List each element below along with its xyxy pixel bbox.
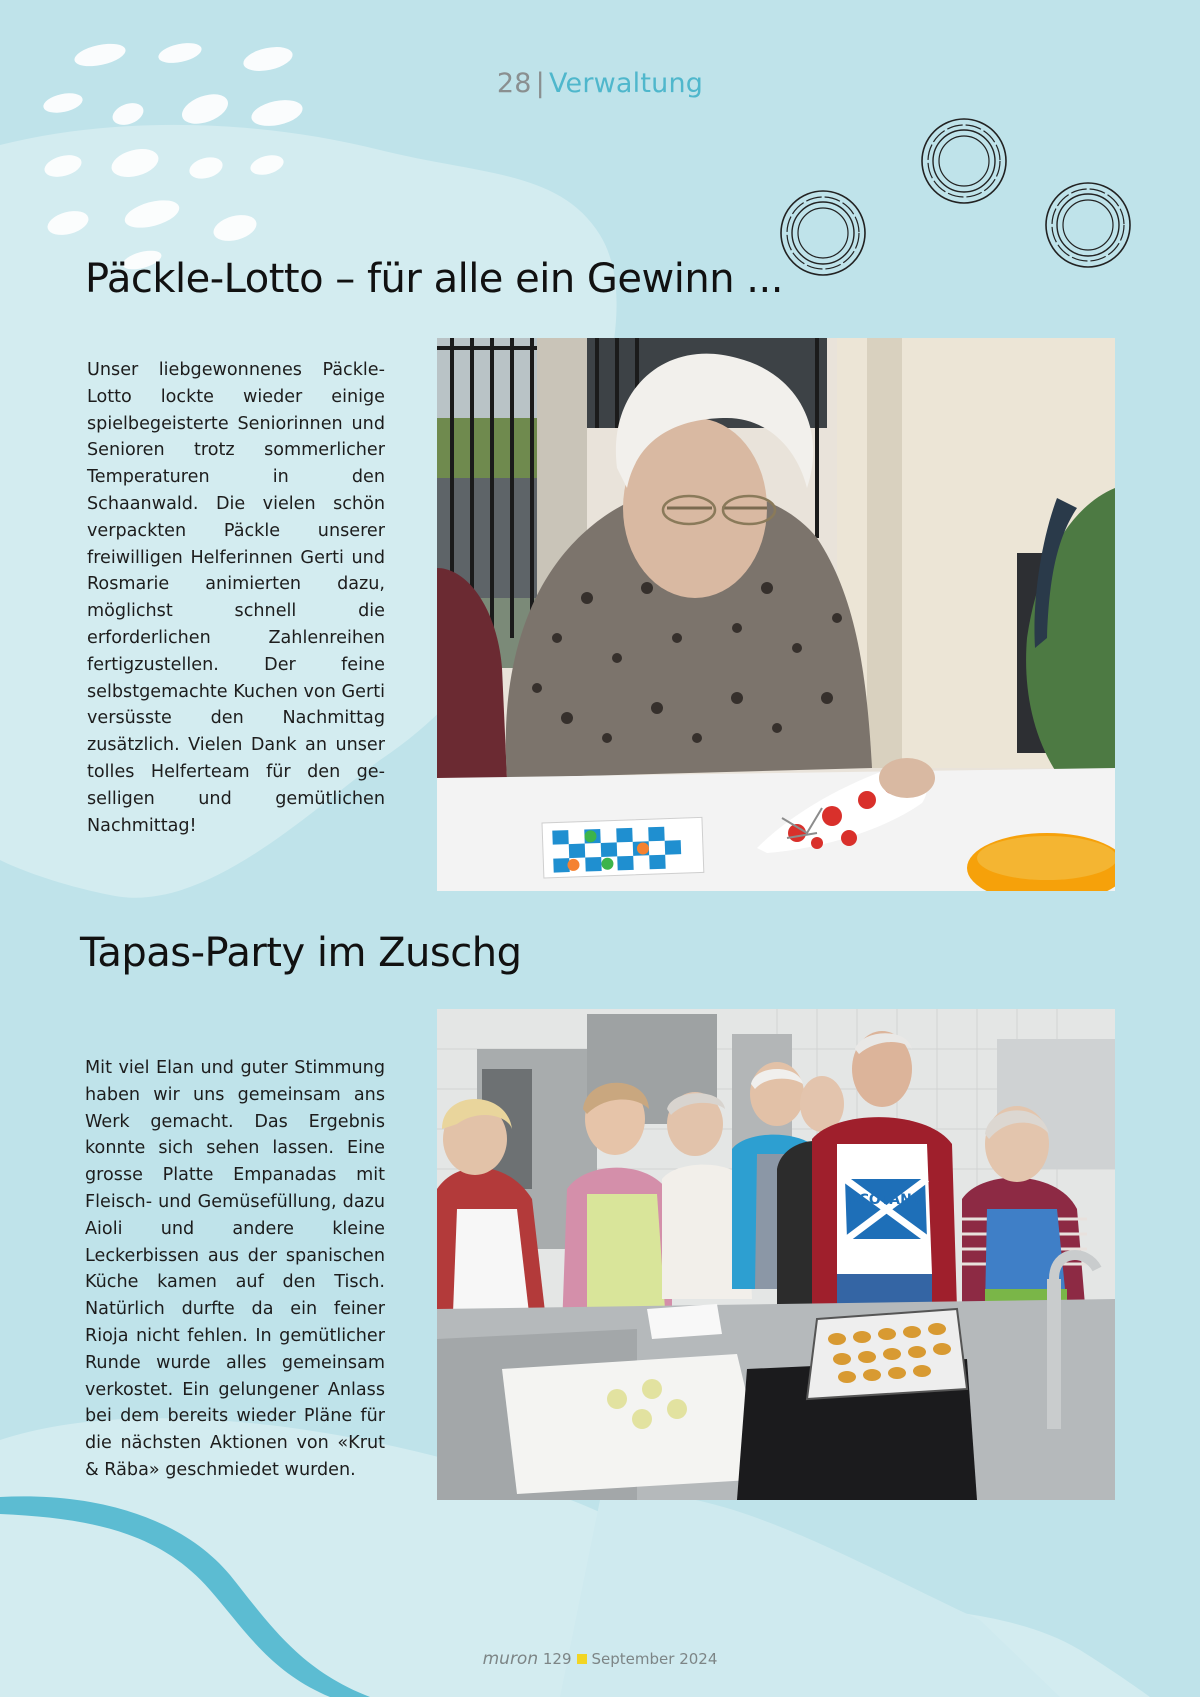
page-footer (0, 1649, 1200, 1669)
plate-icon (1043, 180, 1133, 270)
article-title: Päckle-Lotto – für alle ein Gewinn ... (85, 256, 783, 302)
article-title: Tapas-Party im Zuschg (80, 930, 522, 976)
page-number: 28 (496, 68, 532, 99)
photo-group-in-kitchen (437, 1009, 1115, 1500)
article-body: Unser liebgewonnenes Päckle-Lotto lockte wieder einige spielbegeisterte Seniorinnen und Senioren trotz sommerlicher Temperaturen in den Schaanwald. Die vielen schön verpackten Päckle unserer freiwilligen Helferinnen Gerti und Rosmarie animierten dazu, möglichst schnell die erforderlichen Zahlenreihen fertigzustellen. Der feine selbstgemachte Kuchen von Gerti versüsste den Nachmittag zusätzlich. Vielen Dank an unser tolles Helferteam für den geselligen und gemütlichen Nachmittag! (87, 360, 385, 836)
section-title: Verwaltung (548, 68, 704, 99)
apron-text: SCOTAND (848, 1192, 924, 1208)
plate-icon (778, 188, 868, 278)
plate-icon (919, 116, 1009, 206)
header-separator: | (535, 68, 545, 99)
page-header (0, 68, 1200, 99)
footer-date: September 2024 (591, 1650, 718, 1668)
photo-elderly-woman-unwrapping-gift (437, 338, 1115, 891)
footer-brand: muron (482, 1649, 539, 1669)
article-body: Mit viel Elan und guter Stimmung haben wir uns gemeinsam ans Werk gemacht. Das Ergebnis konnte sich sehen lassen. Eine grosse Platte Empanadas mit Fleisch- und Gemüsefüllung, dazu Aioli und andere kleine Leckerbissen aus der spanischen Küche kamen auf den Tisch. Natürlich durfte da ein feiner Rioja nicht fehlen. In gemütlicher Runde wurde alles gemeinsam verkostet. Ein gelungener Anlass bei dem bereits wieder Pläne für die nächsten Aktionen von «Krut & Räba» geschmiedet wurden. (85, 1058, 385, 1480)
footer-issue: 129 (542, 1650, 572, 1668)
footer-square-icon (577, 1654, 587, 1664)
